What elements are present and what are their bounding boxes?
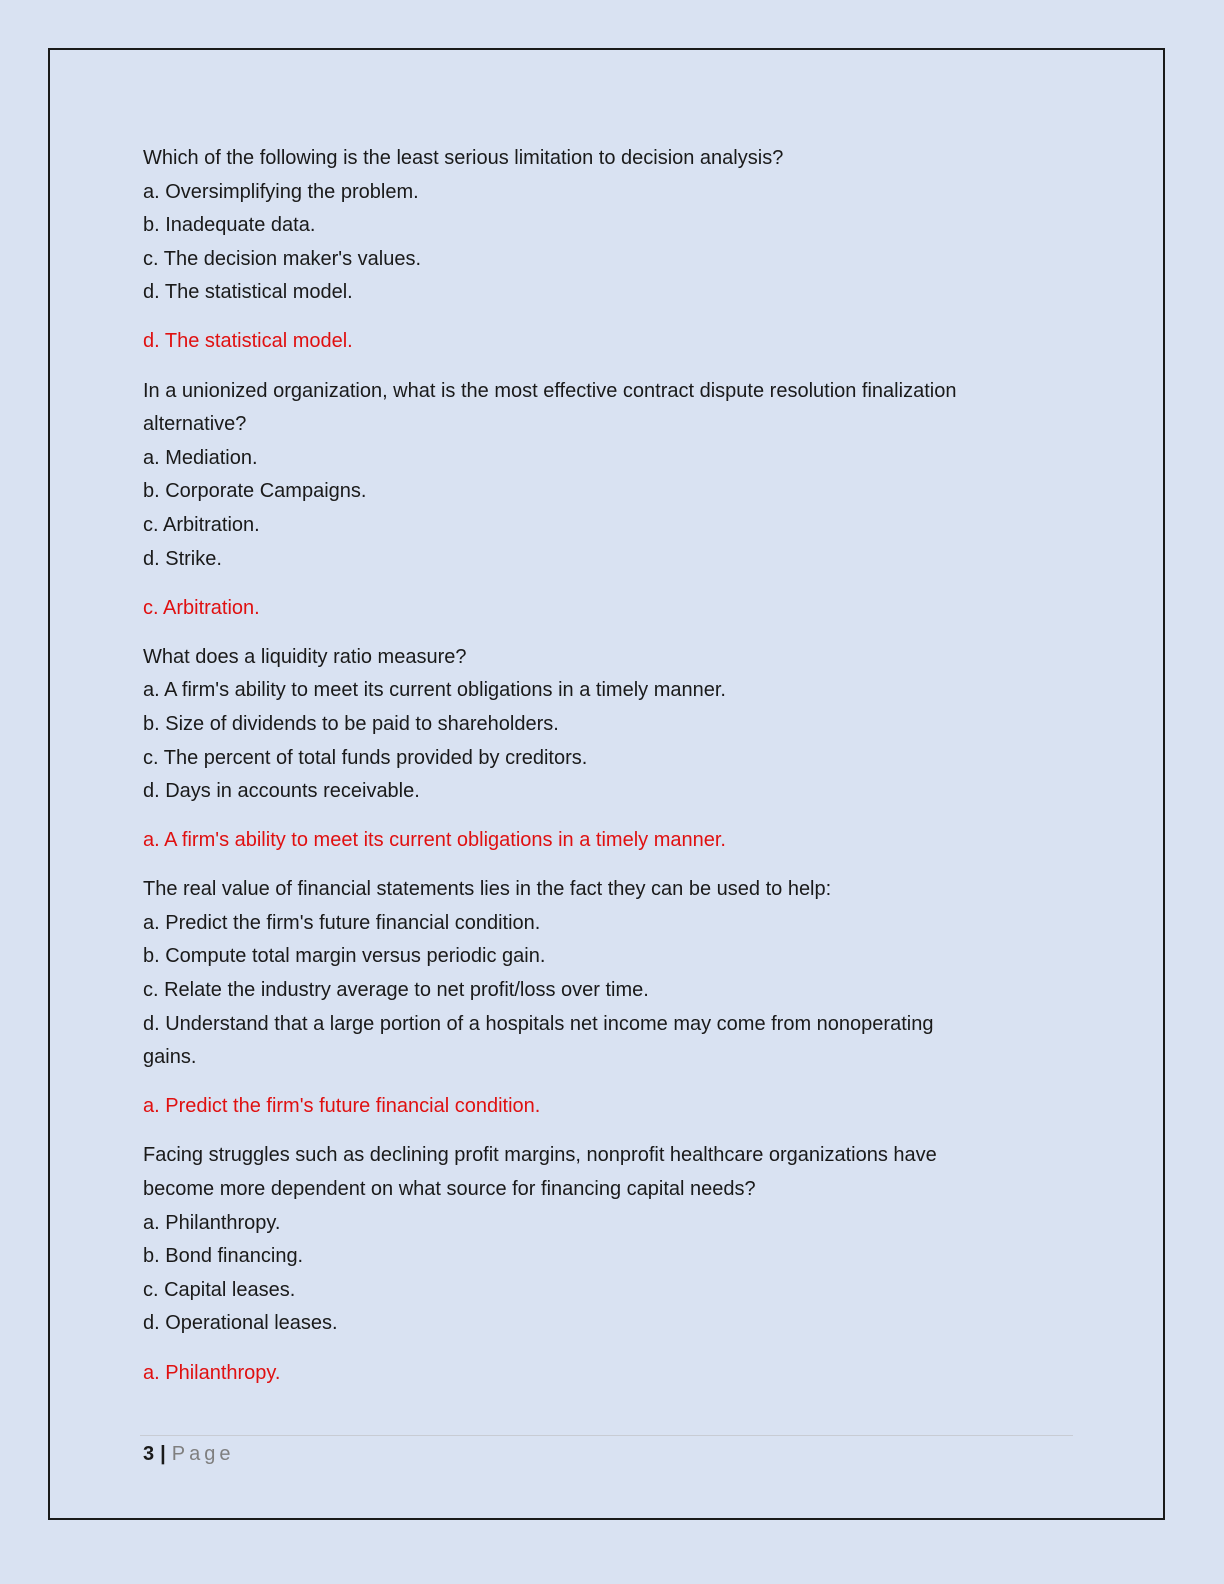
option-b: b. Corporate Campaigns. bbox=[143, 480, 367, 503]
answer-3: a. A firm's ability to meet its current obligations in a timely manner. bbox=[143, 829, 726, 852]
option-d: d. Understand that a large portion of a hospitals net income may come from nonoperating bbox=[143, 1012, 934, 1035]
option-c: c. The percent of total funds provided by creditors. bbox=[143, 746, 588, 769]
question-text: Which of the following is the least serious limitation to decision analysis? bbox=[143, 147, 784, 169]
option-a: a. Predict the firm's future financial condition. bbox=[143, 911, 541, 934]
page-label: Page bbox=[171, 1443, 235, 1465]
question-text-line-1: In a unionized organization, what is the most effective contract dispute resolution finalization bbox=[143, 379, 957, 402]
footer-divider bbox=[140, 1435, 1073, 1436]
option-c: c. Capital leases. bbox=[143, 1278, 296, 1301]
footer-separator: | bbox=[160, 1443, 166, 1465]
question-block-2 bbox=[143, 375, 1073, 577]
answer-5: a. Philanthropy. bbox=[143, 1361, 281, 1384]
question-text-line-2: alternative? bbox=[143, 413, 247, 436]
question-text: The real value of financial statements lies in the fact they can be used to help: bbox=[143, 878, 832, 901]
page-number: 3 bbox=[143, 1443, 155, 1465]
answer-4: a. Predict the firm's future financial condition. bbox=[143, 1095, 541, 1118]
answer-1: d. The statistical model. bbox=[143, 330, 353, 353]
option-b: b. Compute total margin versus periodic gain. bbox=[143, 945, 546, 968]
option-a: a. Oversimplifying the problem. bbox=[143, 180, 419, 203]
option-b: b. Size of dividends to be paid to shareholders. bbox=[143, 712, 559, 735]
answer-2: c. Arbitration. bbox=[143, 596, 260, 619]
option-d-continued: gains. bbox=[143, 1046, 197, 1069]
question-block-3 bbox=[143, 641, 1073, 809]
question-text-line-1: Facing struggles such as declining profit margins, nonprofit healthcare organizations have bbox=[143, 1144, 937, 1167]
option-d: d. Strike. bbox=[143, 547, 222, 570]
option-c: c. Arbitration. bbox=[143, 513, 260, 536]
page-footer bbox=[143, 1439, 234, 1469]
question-text-line-2: become more dependent on what source for financing capital needs? bbox=[143, 1178, 756, 1201]
option-a: a. Mediation. bbox=[143, 446, 258, 469]
question-block-1 bbox=[143, 142, 1073, 310]
option-b: b. Bond financing. bbox=[143, 1245, 304, 1268]
option-b: b. Inadequate data. bbox=[143, 214, 316, 237]
question-text: What does a liquidity ratio measure? bbox=[143, 645, 467, 668]
option-d: d. Operational leases. bbox=[143, 1312, 338, 1335]
option-d: d. The statistical model. bbox=[143, 281, 353, 304]
option-a: a. A firm's ability to meet its current obligations in a timely manner. bbox=[143, 679, 726, 702]
document-body bbox=[143, 142, 1073, 1406]
question-block-4 bbox=[143, 873, 1073, 1075]
question-block-5 bbox=[143, 1139, 1073, 1341]
option-a: a. Philanthropy. bbox=[143, 1211, 281, 1234]
option-d: d. Days in accounts receivable. bbox=[143, 780, 420, 803]
option-c: c. The decision maker's values. bbox=[143, 247, 422, 270]
option-c: c. Relate the industry average to net profit/loss over time. bbox=[143, 979, 649, 1002]
